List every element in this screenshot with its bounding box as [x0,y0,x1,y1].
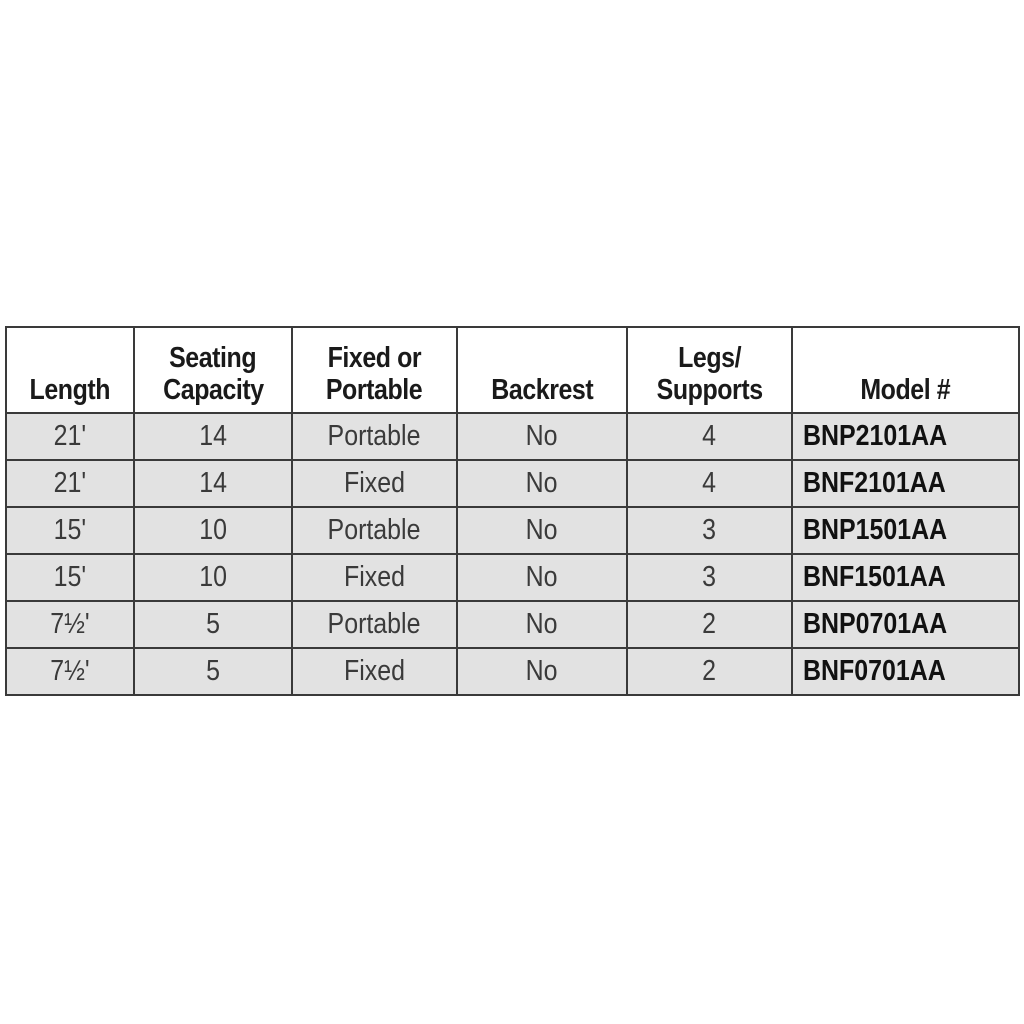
table-row [6,648,1019,695]
cell-backrest: No [457,648,627,695]
cell-seating: 10 [134,554,292,601]
table-row [6,460,1019,507]
table-row [6,413,1019,460]
table-body [6,413,1019,695]
cell-type: Portable [292,507,457,554]
cell-legs: 2 [627,601,792,648]
cell-type: Portable [292,413,457,460]
header-seating-capacity: Seating Capacity [134,327,292,413]
cell-type: Fixed [292,554,457,601]
cell-type: Fixed [292,460,457,507]
cell-model: BNF2101AA [792,460,1019,507]
cell-legs: 4 [627,413,792,460]
cell-backrest: No [457,601,627,648]
cell-legs: 3 [627,507,792,554]
cell-model: BNP0701AA [792,601,1019,648]
cell-type: Fixed [292,648,457,695]
cell-model: BNP2101AA [792,413,1019,460]
header-fixed-or-portable: Fixed or Portable [292,327,457,413]
cell-seating: 5 [134,601,292,648]
cell-seating: 14 [134,413,292,460]
header-model: Model # [792,327,1019,413]
cell-seating: 10 [134,507,292,554]
cell-backrest: No [457,507,627,554]
header-legs-supports: Legs/ Supports [627,327,792,413]
cell-seating: 14 [134,460,292,507]
cell-legs: 3 [627,554,792,601]
cell-backrest: No [457,554,627,601]
table-row [6,601,1019,648]
cell-seating: 5 [134,648,292,695]
table-row [6,507,1019,554]
cell-length: 21' [6,413,134,460]
cell-model: BNF0701AA [792,648,1019,695]
cell-length: 7½' [6,648,134,695]
cell-length: 7½' [6,601,134,648]
cell-type: Portable [292,601,457,648]
cell-backrest: No [457,460,627,507]
bench-spec-table [5,326,1020,696]
header-backrest: Backrest [457,327,627,413]
cell-length: 15' [6,554,134,601]
table-header [6,327,1019,413]
cell-legs: 4 [627,460,792,507]
cell-model: BNP1501AA [792,507,1019,554]
cell-legs: 2 [627,648,792,695]
cell-length: 15' [6,507,134,554]
cell-backrest: No [457,413,627,460]
cell-model: BNF1501AA [792,554,1019,601]
header-row [6,327,1019,413]
table-row [6,554,1019,601]
cell-length: 21' [6,460,134,507]
header-length: Length [6,327,134,413]
